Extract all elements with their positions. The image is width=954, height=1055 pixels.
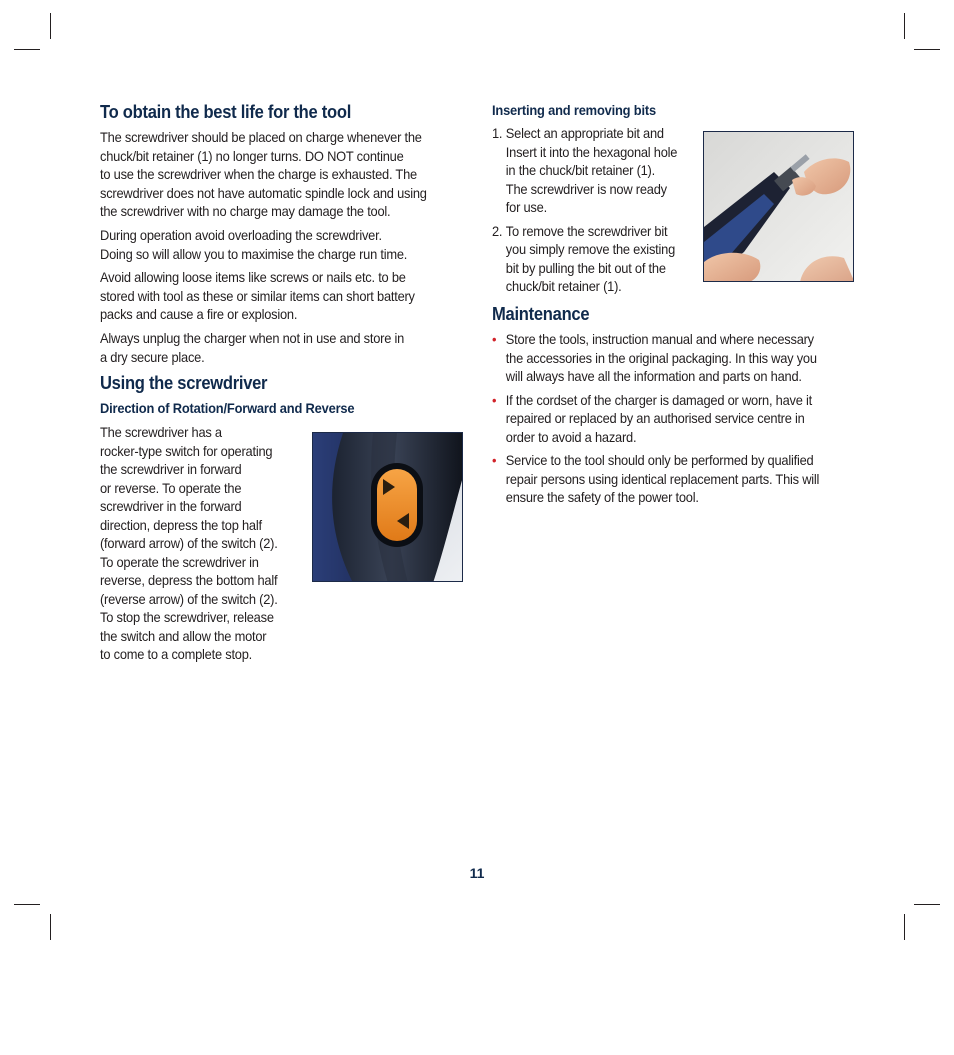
- crop-mark: [14, 904, 40, 905]
- crop-mark: [50, 13, 51, 39]
- bits-steps-list: [492, 124, 702, 296]
- paragraph: The screwdriver should be placed on charge whenever the chuck/bit retainer (1) no longer turns. DO NOT continue to use the screwdriver when the charge is exhausted. The screwdriver does not have automatic spindle lock and using the screwdriver with no charge may damage the tool.: [100, 129, 427, 219]
- inserting-bit-illustration: [704, 132, 854, 282]
- switch-photo: [312, 432, 463, 582]
- item-text: Store the tools, instruction manual and where necessary the accessories in the original packaging. In this way you will always have all the information and parts on hand.: [505, 331, 817, 384]
- maintenance-list: [492, 330, 857, 507]
- paragraph: During operation avoid overloading the screwdriver. Doing so will allow you to maximise the charge run time.: [100, 227, 408, 262]
- bit-insert-photo: [703, 131, 854, 282]
- bullet: •: [492, 391, 497, 408]
- subheading-direction: Direction of Rotation/Forward and Reverse: [100, 400, 355, 416]
- list-item: [492, 124, 699, 217]
- paragraph-direction: The screwdriver has a rocker-type switch for operating the screwdriver in forward or reverse. To operate the screwdriver in the forward direction, depress the top half (forward arrow) of the switch (2). To operate the screwdriver in reverse, depress the bottom half (reverse arrow) of the switch (2). To stop the screwdriver, release the switch and allow the motor to come to a complete stop.: [100, 424, 278, 662]
- bullet: •: [492, 452, 497, 468]
- section-heading-best-life: To obtain the best life for the tool: [100, 102, 352, 122]
- crop-mark: [904, 13, 905, 39]
- step-number: 2.: [492, 222, 503, 239]
- item-text: Service to the tool should only be performed by qualified repair persons using identical replacement parts. This will ensure the safety of the power tool.: [505, 452, 820, 505]
- subheading-inserting-bits: Inserting and removing bits: [492, 102, 656, 118]
- bullet: •: [492, 331, 497, 347]
- item-text: If the cordset of the charger is damaged or worn, have it repaired or replaced by an authorised service centre in order to avoid a hazard.: [505, 391, 813, 445]
- step-text: Select an appropriate bit and Insert it into the hexagonal hole in the chuck/bit retainer (1). The screwdriver is now ready for use.: [505, 125, 678, 215]
- crop-mark: [14, 49, 40, 50]
- list-item: [492, 391, 855, 447]
- crop-mark: [904, 914, 905, 940]
- page-number: 11: [469, 865, 485, 881]
- paragraph: Avoid allowing loose items like screws or nails etc. to be stored with tool as these or similar items can short battery packs and cause a fire or explosion.: [100, 269, 415, 322]
- rocker-switch-illustration: [313, 433, 463, 582]
- crop-mark: [914, 49, 940, 50]
- list-item: [492, 451, 855, 507]
- section-heading-using: Using the screwdriver: [100, 373, 268, 393]
- list-item: [492, 330, 855, 386]
- paragraph: Always unplug the charger when not in use and store in a dry secure place.: [100, 330, 405, 365]
- section-heading-maintenance: Maintenance: [492, 304, 590, 324]
- crop-mark: [50, 914, 51, 940]
- crop-mark: [914, 904, 940, 905]
- list-item: [492, 222, 699, 296]
- step-text: To remove the screwdriver bit you simply remove the existing bit by pulling the bit out of the chuck/bit retainer (1).: [505, 222, 676, 294]
- step-number: 1.: [492, 125, 503, 141]
